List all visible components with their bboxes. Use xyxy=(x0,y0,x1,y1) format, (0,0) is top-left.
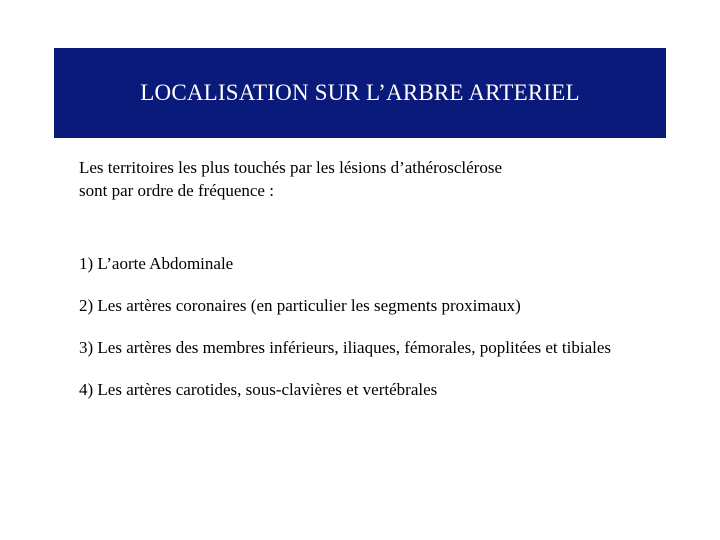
title-banner xyxy=(54,48,666,138)
intro-paragraph xyxy=(79,156,689,202)
list-item-membres-inferieurs: 3) Les artères des membres inférieurs, iliaques, fémorales, poplitées et tibiales xyxy=(79,338,612,357)
list-item-carotides: 4) Les artères carotides, sous-clavières et vertébrales xyxy=(79,380,438,399)
slide-title: LOCALISATION SUR L’ARBRE ARTERIEL xyxy=(140,80,580,105)
list-item-aorte: 1) L’aorte Abdominale xyxy=(79,254,234,273)
intro-line-1: Les territoires les plus touchés par les lésions d’athérosclérose xyxy=(79,158,502,177)
intro-line-2: sont par ordre de fréquence : xyxy=(79,181,274,200)
slide-content xyxy=(79,156,689,399)
list-item-coronaires: 2) Les artères coronaires (en particulier les segments proximaux) xyxy=(79,296,521,315)
artery-list xyxy=(79,252,689,420)
